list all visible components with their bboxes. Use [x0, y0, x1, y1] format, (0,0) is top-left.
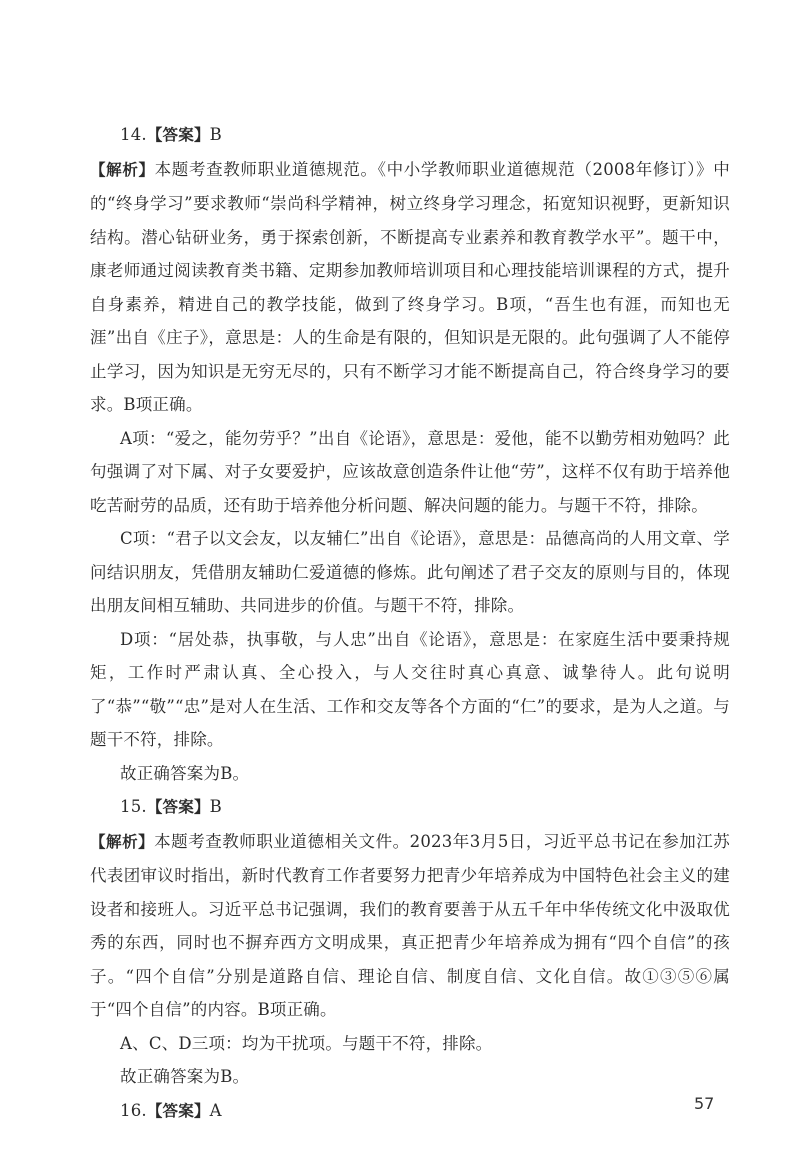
q14-analysis-tag: 【解析】	[90, 160, 155, 179]
q15-analysis-text: 本题考查教师职业道德相关文件。2023年3月5日，习近平总书记在参加江苏代表团审议时指出，新时代教育工作者要努力把青少年培养成为中国特色社会主义的建设者和接班人。习近平总书记强调，我们的教育要善于从五千年中华传统文化中汲取优秀的东西，同时也不摒弃西方文明成果，真正把青少年培养成为拥有“四个自信”的孩子。“四个自信”分别是道路自信、理论自信、制度自信、文化自信。故①③⑤⑥属于“四个自信”的内容。B项正确。	[90, 831, 730, 1019]
page-number: 57	[694, 1094, 715, 1113]
q14-number: 14.	[120, 125, 147, 144]
q14-answer-line	[90, 118, 730, 153]
q15-analysis	[90, 825, 730, 1027]
q15-option-acd: A、C、D三项：均为干扰项。与题干不符，排除。	[120, 1033, 493, 1053]
q15-answer-tag: 【答案】	[146, 798, 210, 816]
q16-answer-tag: 【答案】	[146, 1101, 210, 1120]
page-content	[90, 118, 730, 1128]
q15-number: 15.	[120, 797, 147, 816]
q15-answer: B	[209, 797, 222, 816]
q16-answer-line	[90, 1094, 730, 1129]
q14-analysis	[90, 153, 730, 422]
q16-answer: A	[209, 1100, 222, 1120]
q14-option-a: A项：“爱之，能勿劳乎？”出自《论语》，意思是：爱他，能不以勤劳相劝勉吗？此句强调了对下属、对子女要爱护，应该故意创造条件让他“劳”，这样不仅有助于培养他吃苦耐劳的品质，还有助于培养他分析问题、解决问题的能力。与题干不符，排除。	[90, 428, 730, 515]
q15-conclusion: 故正确答案为B。	[120, 1067, 250, 1086]
q15-answer-line	[90, 790, 730, 825]
q14-answer: B	[209, 125, 222, 144]
q14-answer-tag: 【答案】	[146, 126, 210, 144]
q14-conclusion: 故正确答案为B。	[120, 763, 250, 783]
q14-option-d: D项：“居处恭，执事敬，与人忠”出自《论语》，意思是：在家庭生活中要秉持规矩，工作时严肃认真、全心投入，与人交往时真心真意、诚挚待人。此句说明了“恭”“敬”“忠”是对人在生活、工作和交友等各个方面的“仁”的要求，是为人之道。与题干不符，排除。	[90, 629, 730, 749]
q16-number: 16.	[120, 1100, 147, 1120]
q14-option-c: C项：“君子以文会友，以友辅仁”出自《论语》，意思是：品德高尚的人用文章、学问结识朋友，凭借朋友辅助仁爱道德的修炼。此句阐述了君子交友的原则与目的，体现出朋友间相互辅助、共同进步的价值。与题干不符，排除。	[90, 529, 730, 615]
q14-analysis-text: 本题考查教师职业道德规范。《中小学教师职业道德规范（2008年修订）》中的“终身学习”要求教师“崇尚科学精神，树立终身学习理念，拓宽知识视野，更新知识结构。潜心钻研业务，勇于探索创新，不断提高专业素养和教育教学水平”。题干中，康老师通过阅读教育类书籍、定期参加教师培训项目和心理技能培训课程的方式，提升自身素养，精进自己的教学技能，做到了终身学习。B项，“吾生也有涯，而知也无涯”出自《庄子》，意思是：人的生命是有限的，但知识是无限的。此句强调了人不能停止学习，因为知识是无穷无尽的，只有不断学习才能不断提高自己，符合终身学习的要求。B项正确。	[90, 159, 730, 414]
q15-analysis-tag: 【解析】	[90, 832, 155, 851]
